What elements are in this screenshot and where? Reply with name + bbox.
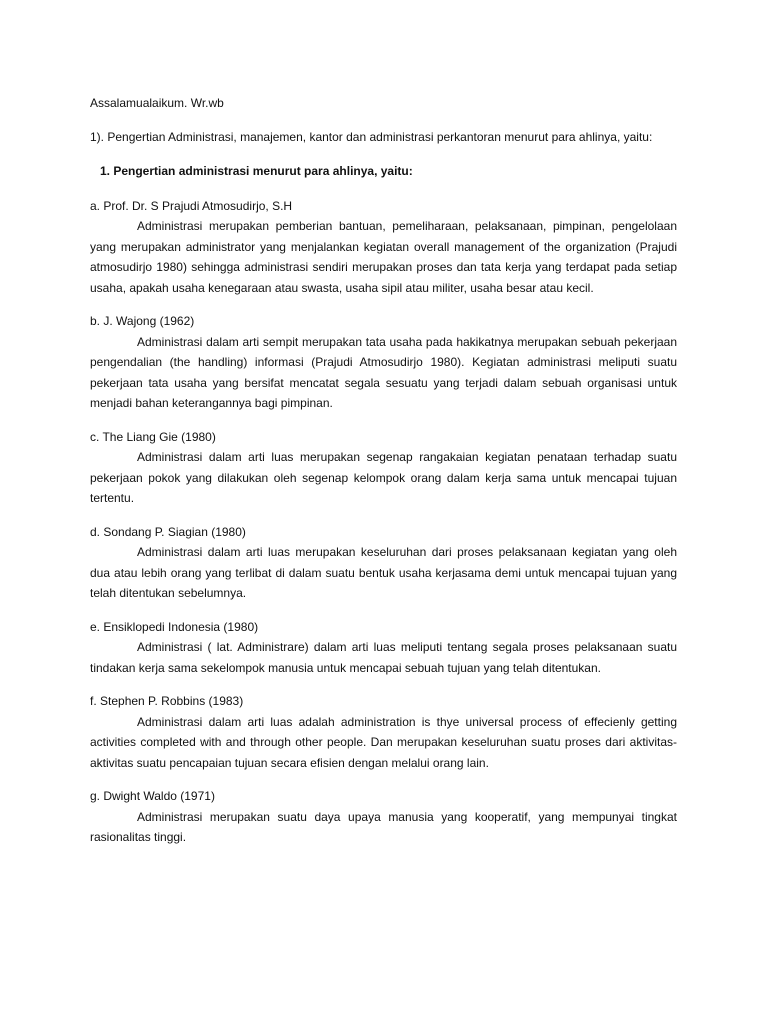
definition-section-g [90,786,677,848]
definition-title: c. The Liang Gie (1980) [90,429,216,444]
definition-section-a [90,196,677,299]
section-heading: 1. Pengertian administrasi menurut para ahlinya, yaitu: [100,164,413,178]
definition-title: f. Stephen P. Robbins (1983) [90,694,244,708]
definition-body: Administrasi dalam arti luas adalah administration is thye universal process of effecienly getting activities completed with and through other people. Dan merupakan keseluruhan suatu proses dari aktivitas-aktivitas suatu pencapaian tujuan secara efisien dengan melalui orang lain. [90,714,677,770]
definition-body: Administrasi merupakan suatu daya upaya manusia yang kooperatif, yang mempunyai tingkat rasionalitas tinggi. [90,809,677,844]
definition-title: g. Dwight Waldo (1971) [90,789,215,803]
definition-body: Administrasi merupakan pemberian bantuan, pemeliharaan, pelaksanaan, pimpinan, pengelolaan yang merupakan administrator yang menjalankan kegiatan overall management of the organization (Prajudi atmosudirjo 1980) sehingga administrasi sendiri merupakan proses dan tata kerja yang terdapat pada setiap usaha, apakah usaha kenegaraan atau swasta, usaha sipil atau militer, usaha besar atau kecil. [90,219,677,295]
greeting-text: Assalamualaikum. Wr.wb [90,96,224,110]
definition-section-e [90,617,677,679]
definition-title: d. Sondang P. Siagian (1980) [90,524,246,539]
definition-body: Administrasi ( lat. Administrare) dalam arti luas meliputi tentang segala proses pelaksanaan suatu tindakan kerja sama sekelompok manusia untuk mencapai sebuah tujuan yang telah ditentukan. [90,640,677,675]
definition-section-d [90,522,677,604]
definition-title: e. Ensiklopedi Indonesia (1980) [90,619,259,634]
definition-title: b. J. Wajong (1962) [90,314,195,328]
definition-title: a. Prof. Dr. S Prajudi Atmosudirjo, S.H [90,198,293,213]
definition-section-f [90,691,677,773]
definition-body: Administrasi dalam arti sempit merupakan tata usaha pada hakikatnya merupakan sebuah pekerjaan pengendalian (the handling) informasi (Prajudi Atmosudirjo 1980). Kegiatan administrasi meliputi suatu pekerjaan tata usaha yang bersifat mencatat segala sesuatu yang terjadi dalam sebuah organisasi untuk menjadi bahan keterangannya bagi pimpinan. [90,334,677,410]
definition-body: Administrasi dalam arti luas merupakan keseluruhan dari proses pelaksanaan kegiatan yang oleh dua atau lebih orang yang terlibat di dalam suatu bentuk usaha kerjasama demi untuk mencapai tujuan yang telah ditentukan sebelumnya. [90,545,677,600]
definition-body: Administrasi dalam arti luas merupakan segenap rangakaian kegiatan penataan terhadap suatu pekerjaan pokok yang dilakukan oleh segenap kelompok orang dalam kerja sama untuk mencapai tujuan tertentu. [90,450,677,505]
definition-section-c [90,427,677,509]
intro-paragraph: 1). Pengertian Administrasi, manajemen, kantor dan administrasi perkantoran menurut para ahlinya, yaitu: [90,129,653,144]
definition-section-b [90,311,677,414]
